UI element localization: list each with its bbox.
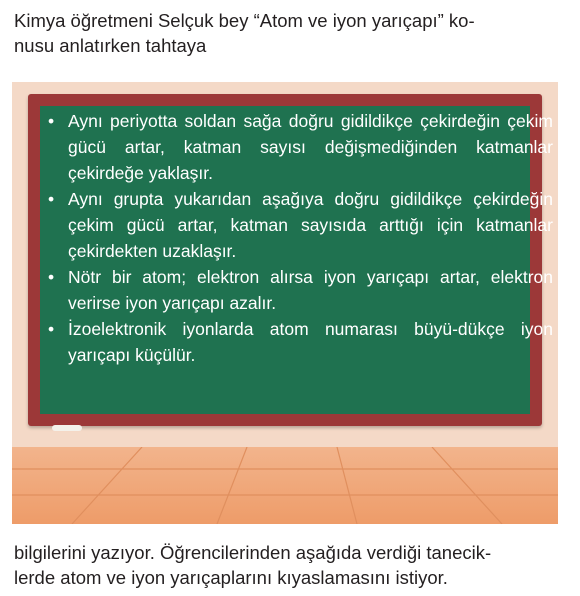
chalkboard-frame [28,94,553,426]
bullet-text: Aynı periyotta soldan sağa doğru gidildikçe çekirdeğin çekim gücü artar, katman sayısı değişmediğinden katmanlar çekirdeğe yaklaşır. [68,111,553,183]
intro-line-2: nusu anlatırken tahtaya [14,35,207,56]
chalkboard-bullet-item [46,316,553,368]
bullet-icon: • [48,189,55,209]
outro-text [14,540,566,590]
outro-line-1: bilgilerini yazıyor. Öğrencilerinden aşağıda verdiği tanecik- [14,542,492,563]
classroom-floor [12,447,558,524]
chalkboard-bullet-item [46,108,553,186]
chalkboard-bullet-item [46,186,553,264]
chalkboard-bullet-list [46,108,553,368]
outro-line-2: lerde atom ve iyon yarıçaplarını kıyaslamasını istiyor. [14,567,448,588]
classroom-illustration [12,82,558,524]
bullet-icon: • [48,267,55,287]
bullet-icon: • [48,111,55,131]
bullet-text: Aynı grupta yukarıdan aşağıya doğru gidildikçe çekirdeğin çekim gücü artar, katman sayısıda arttığı için katmanlar çekirdekten uzaklaşır. [68,189,553,261]
intro-line-1: Kimya öğretmeni Selçuk bey “Atom ve iyon yarıçapı” ko- [14,10,475,31]
intro-text [14,8,566,58]
chalkboard-bullet-item [46,264,553,316]
floor-boards [12,447,558,524]
bullet-text: Nötr bir atom; elektron alırsa iyon yarıçapı artar, elektron verirse iyon yarıçapı azalır. [68,267,553,313]
chalk-piece [52,425,82,431]
bullet-text: İzoelektronik iyonlarda atom numarası büyü-dükçe iyon yarıçapı küçülür. [68,319,553,365]
bullet-icon: • [48,319,55,339]
